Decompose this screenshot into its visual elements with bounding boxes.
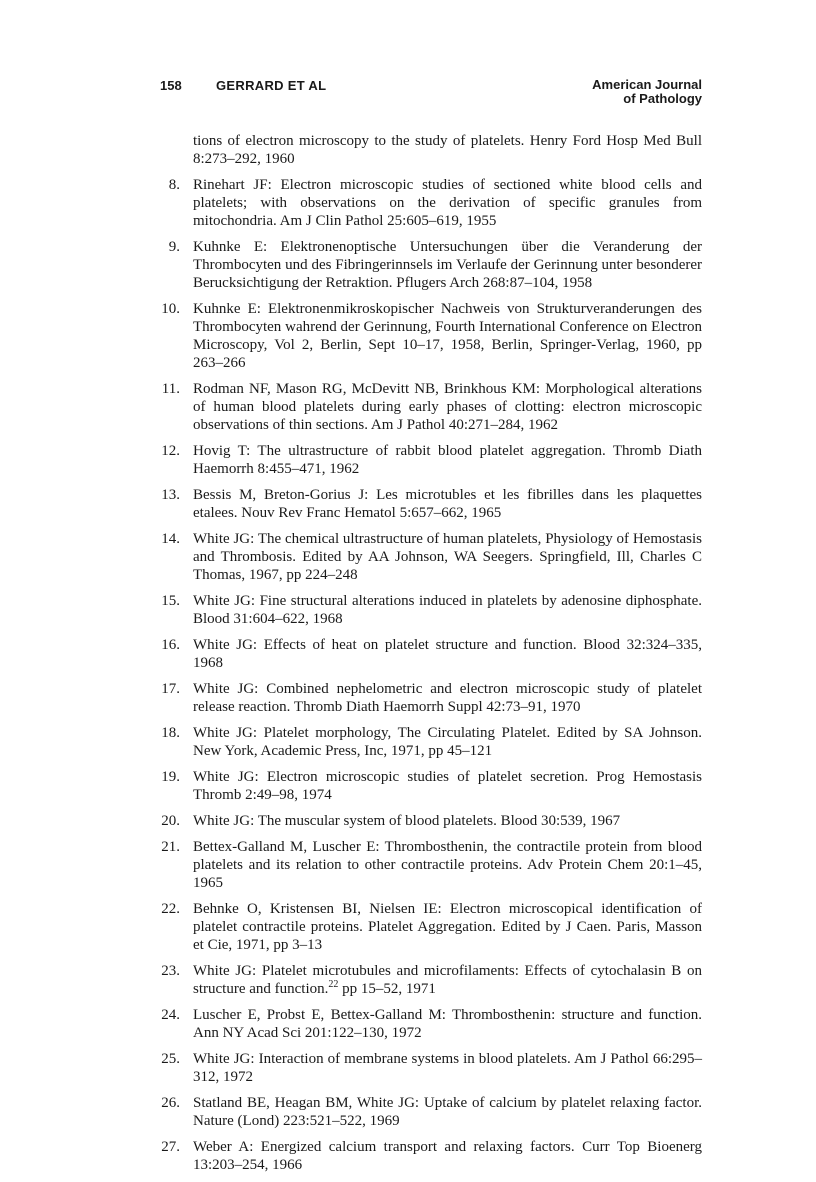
reference-text: White JG: The muscular system of blood platelets. Blood 30:539, 1967	[193, 813, 621, 829]
reference-item-23	[160, 962, 702, 998]
reference-item-22	[160, 900, 702, 954]
reference-number: 22.	[161, 901, 180, 917]
reference-number: 18.	[161, 725, 180, 741]
reference-number: 23.	[161, 963, 180, 979]
reference-number: 12.	[161, 443, 180, 459]
reference-number: 26.	[161, 1095, 180, 1111]
reference-number: 9.	[168, 239, 180, 255]
reference-number: 20.	[161, 813, 180, 829]
reference-item-15	[160, 592, 702, 628]
reference-item-12	[160, 442, 702, 478]
reference-item-17	[160, 680, 702, 716]
reference-item-27	[160, 1138, 702, 1174]
journal-title-line-2: of Pathology	[623, 91, 702, 106]
reference-text: Statland BE, Heagan BM, White JG: Uptake of calcium by platelet relaxing factor. Nature (Lond) 223:521–522, 1969	[193, 1095, 702, 1129]
reference-text: Luscher E, Probst E, Bettex-Galland M: Thrombosthenin: structure and function. Ann NY Acad Sci 201:122–130, 1972	[193, 1007, 702, 1041]
reference-text: Kuhnke E: Elektronenmikroskopischer Nachweis von Strukturveranderungen des Thrombocyten wahrend der Gerinnung, Fourth International Conference on Electron Microscopy, Vol 2, Berlin, Sept 10–17, 1958, Berlin, Springer-Verlag, 1960, pp 263–266	[193, 301, 702, 371]
reference-item-14	[160, 530, 702, 584]
reference-item-24	[160, 1006, 702, 1042]
reference-text: Rinehart JF: Electron microscopic studies of sectioned white blood cells and platelets; with observations on the derivation of specific granules from mitochondria. Am J Clin Pathol 25:605–619, 1955	[193, 177, 702, 229]
reference-item-26	[160, 1094, 702, 1130]
reference-number: 19.	[161, 769, 180, 785]
page-header	[160, 76, 702, 110]
reference-text: Rodman NF, Mason RG, McDevitt NB, Brinkhous KM: Morphological alterations of human blood platelets during early phases of clotting: electron microscopic observations of thin sections. Am J Pathol 40:271–284, 1962	[193, 381, 702, 433]
reference-number: 25.	[161, 1051, 180, 1067]
reference-text: Behnke O, Kristensen BI, Nielsen IE: Electron microscopical identification of platelet contractile proteins. Platelet Aggregation. Edited by J Caen. Paris, Masson et Cie, 1971, pp 3–13	[193, 901, 702, 953]
journal-title-line-1: American Journal	[592, 77, 702, 92]
reference-number: 8.	[168, 177, 180, 193]
citation-superscript: 22	[328, 979, 339, 990]
reference-number: 17.	[161, 681, 180, 697]
reference-text: White JG: Platelet microtubules and microfilaments: Effects of cytochalasin B on structure and function.	[193, 963, 702, 997]
reference-text: White JG: Platelet morphology, The Circulating Platelet. Edited by SA Johnson. New York, Academic Press, Inc, 1971, pp 45–121	[193, 725, 702, 759]
reference-number: 13.	[161, 487, 180, 503]
reference-item-10	[160, 300, 702, 372]
reference-text: White JG: Fine structural alterations induced in platelets by adenosine diphosphate. Blood 31:604–622, 1968	[193, 593, 702, 627]
reference-item-20	[160, 812, 702, 830]
reference-continuation-text: tions of electron microscopy to the study of platelets. Henry Ford Hosp Med Bull 8:273–292, 1960	[193, 133, 702, 167]
reference-number: 11.	[161, 381, 180, 397]
journal-title	[592, 78, 702, 106]
reference-number: 15.	[161, 593, 180, 609]
reference-item-21	[160, 838, 702, 892]
reference-item-19	[160, 768, 702, 804]
reference-text: Weber A: Energized calcium transport and relaxing factors. Curr Top Bioenerg 13:203–254, 1966	[193, 1139, 702, 1173]
reference-text: Kuhnke E: Elektronenoptische Untersuchungen über die Veranderung der Thrombocyten und des Fibringerinnsels im Verlaufe der Gerinnung unter besonderer Berucksichtigung der Retraktion. Pflugers Arch 268:87–104, 1958	[193, 239, 702, 291]
reference-item-18	[160, 724, 702, 760]
reference-item-8	[160, 176, 702, 230]
reference-number: 24.	[161, 1007, 180, 1023]
reference-list	[160, 132, 702, 1182]
running-head: GERRARD ET AL	[216, 78, 327, 93]
reference-item-9	[160, 238, 702, 292]
reference-number: 21.	[161, 839, 180, 855]
reference-number: 16.	[161, 637, 180, 653]
reference-text: White JG: Electron microscopic studies of platelet secretion. Prog Hemostasis Thromb 2:49–98, 1974	[193, 769, 702, 803]
reference-item-16	[160, 636, 702, 672]
reference-text-after: pp 15–52, 1971	[338, 981, 436, 997]
reference-text: White JG: The chemical ultrastructure of human platelets, Physiology of Hemostasis and Thrombosis. Edited by AA Johnson, WA Seegers. Springfield, Ill, Charles C Thomas, 1967, pp 224–248	[193, 531, 702, 583]
reference-number: 27.	[161, 1139, 180, 1155]
reference-number: 10.	[161, 301, 180, 317]
page-number: 158	[160, 78, 182, 93]
reference-item-11	[160, 380, 702, 434]
reference-text: White JG: Interaction of membrane systems in blood platelets. Am J Pathol 66:295–312, 1972	[193, 1051, 702, 1085]
reference-item-25	[160, 1050, 702, 1086]
reference-continuation	[160, 132, 702, 168]
reference-text: White JG: Effects of heat on platelet structure and function. Blood 32:324–335, 1968	[193, 637, 702, 671]
reference-item-13	[160, 486, 702, 522]
reference-text: Bessis M, Breton-Gorius J: Les microtubles et les fibrilles dans les plaquettes etalees. Nouv Rev Franc Hematol 5:657–662, 1965	[193, 487, 702, 521]
reference-number: 14.	[161, 531, 180, 547]
reference-text: Hovig T: The ultrastructure of rabbit blood platelet aggregation. Thromb Diath Haemorrh 8:455–471, 1962	[193, 443, 702, 477]
reference-text: White JG: Combined nephelometric and electron microscopic study of platelet release reaction. Thromb Diath Haemorrh Suppl 42:73–91, 1970	[193, 681, 702, 715]
reference-text: Bettex-Galland M, Luscher E: Thrombosthenin, the contractile protein from blood platelets and its relation to other contractile proteins. Adv Protein Chem 20:1–45, 1965	[193, 839, 702, 891]
